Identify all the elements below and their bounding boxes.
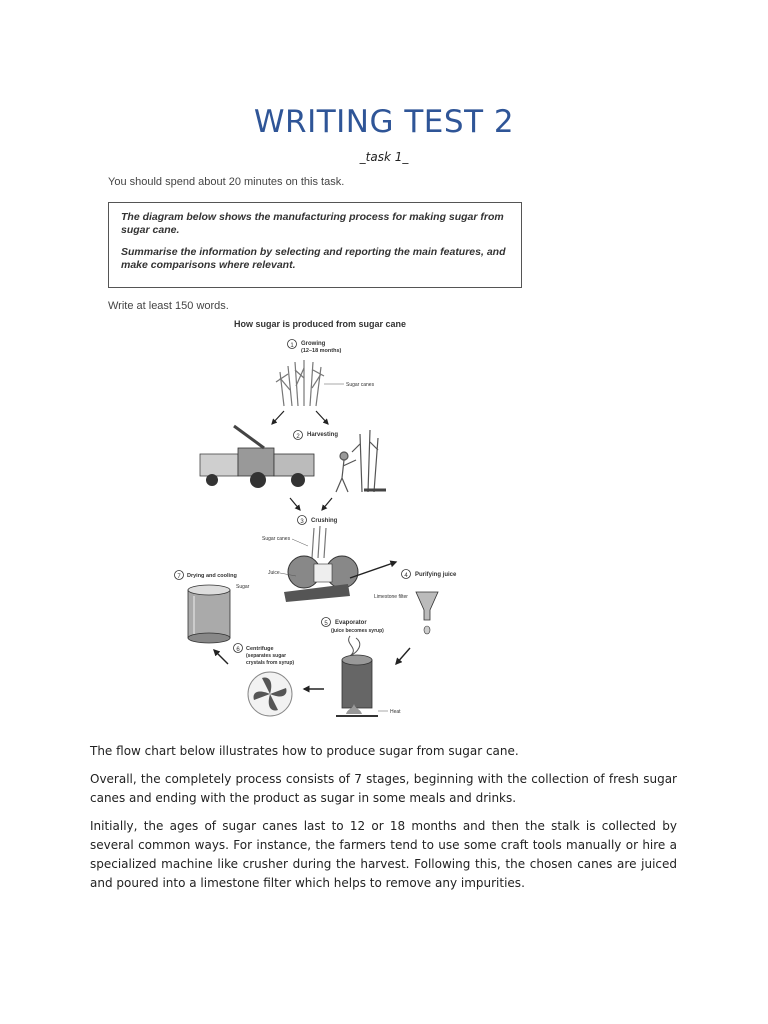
svg-text:3: 3	[300, 519, 304, 525]
svg-text:2: 2	[296, 434, 300, 440]
task-prompt-line-2: Summarise the information by selecting and reporting the main features, and make comparisons where relevant.	[121, 246, 506, 271]
svg-text:1: 1	[290, 343, 294, 349]
process-diagram	[164, 314, 464, 724]
task-instruction: You should spend about 20 minutes on this task.	[108, 176, 345, 188]
stage-harvesting	[200, 426, 386, 492]
farmer-cutting-cane-icon	[336, 430, 386, 492]
drying-drum-icon	[188, 585, 230, 643]
svg-text:Evaporator: Evaporator	[335, 620, 367, 626]
stage-crushing	[262, 516, 358, 603]
svg-text:Purifying juice: Purifying juice	[415, 572, 457, 578]
svg-text:Centrifuge: Centrifuge	[246, 646, 274, 652]
svg-text:Limestone filter: Limestone filter	[374, 594, 408, 600]
page-title: WRITING TEST 2	[253, 104, 515, 140]
svg-text:Drying and cooling: Drying and cooling	[187, 573, 237, 579]
svg-text:Sugar: Sugar	[236, 584, 250, 590]
task-prompt-box	[108, 202, 522, 288]
stage-growing	[276, 340, 375, 407]
centrifuge-icon	[248, 672, 292, 716]
svg-text:Sugar canes: Sugar canes	[346, 382, 375, 388]
svg-text:crystals from syrup): crystals from syrup)	[246, 660, 295, 666]
stage-centrifuge	[234, 644, 295, 717]
svg-text:(12–18 months): (12–18 months)	[301, 348, 342, 354]
svg-text:7: 7	[177, 574, 181, 580]
stage-evaporator	[322, 618, 402, 717]
task-prompt-line-1: The diagram below shows the manufacturing process for making sugar from sugar cane.	[121, 211, 504, 236]
svg-text:Crushing: Crushing	[311, 518, 338, 524]
essay-paragraph-3: Initially, the ages of sugar canes last to 12 or 18 months and then the stalk is collected by several common ways. For instance, the farmers tend to use some craft tools manually or hire a specialized machine like crusher during the harvest. Following this, the chosen canes are juiced and poured into a limestone filter which helps to remove any impurities.	[90, 819, 677, 890]
svg-text:(separates sugar: (separates sugar	[246, 653, 287, 659]
svg-text:Growing: Growing	[301, 341, 326, 347]
svg-text:5: 5	[324, 621, 328, 627]
evaporator-tank-icon	[336, 636, 378, 716]
svg-text:6: 6	[236, 647, 240, 653]
diagram-title: How sugar is produced from sugar cane	[234, 319, 407, 329]
svg-text:Harvesting: Harvesting	[307, 432, 339, 438]
svg-text:4: 4	[404, 573, 408, 579]
svg-text:Sugar canes: Sugar canes	[262, 536, 291, 542]
word-count-instruction: Write at least 150 words.	[108, 300, 229, 312]
essay-paragraph-1: The flow chart below illustrates how to produce sugar from sugar cane.	[90, 744, 519, 758]
stage-purifying-juice	[374, 570, 457, 635]
page-subtitle: _task 1_	[359, 150, 409, 164]
svg-text:Heat: Heat	[390, 709, 401, 715]
sugar-cane-field-icon	[276, 360, 324, 406]
essay-body	[90, 742, 677, 902]
svg-text:(juice becomes syrup): (juice becomes syrup)	[331, 628, 384, 634]
task-scan-image	[104, 174, 534, 724]
limestone-filter-funnel-icon	[416, 592, 438, 634]
crusher-machine-icon	[284, 526, 358, 602]
stage-drying-cooling	[175, 571, 250, 644]
svg-text:Juice: Juice	[268, 570, 280, 576]
essay-paragraph-2: Overall, the completely process consists of 7 stages, beginning with the collection of fresh sugar canes and ending with the product as sugar in some meals and drinks.	[90, 772, 677, 805]
